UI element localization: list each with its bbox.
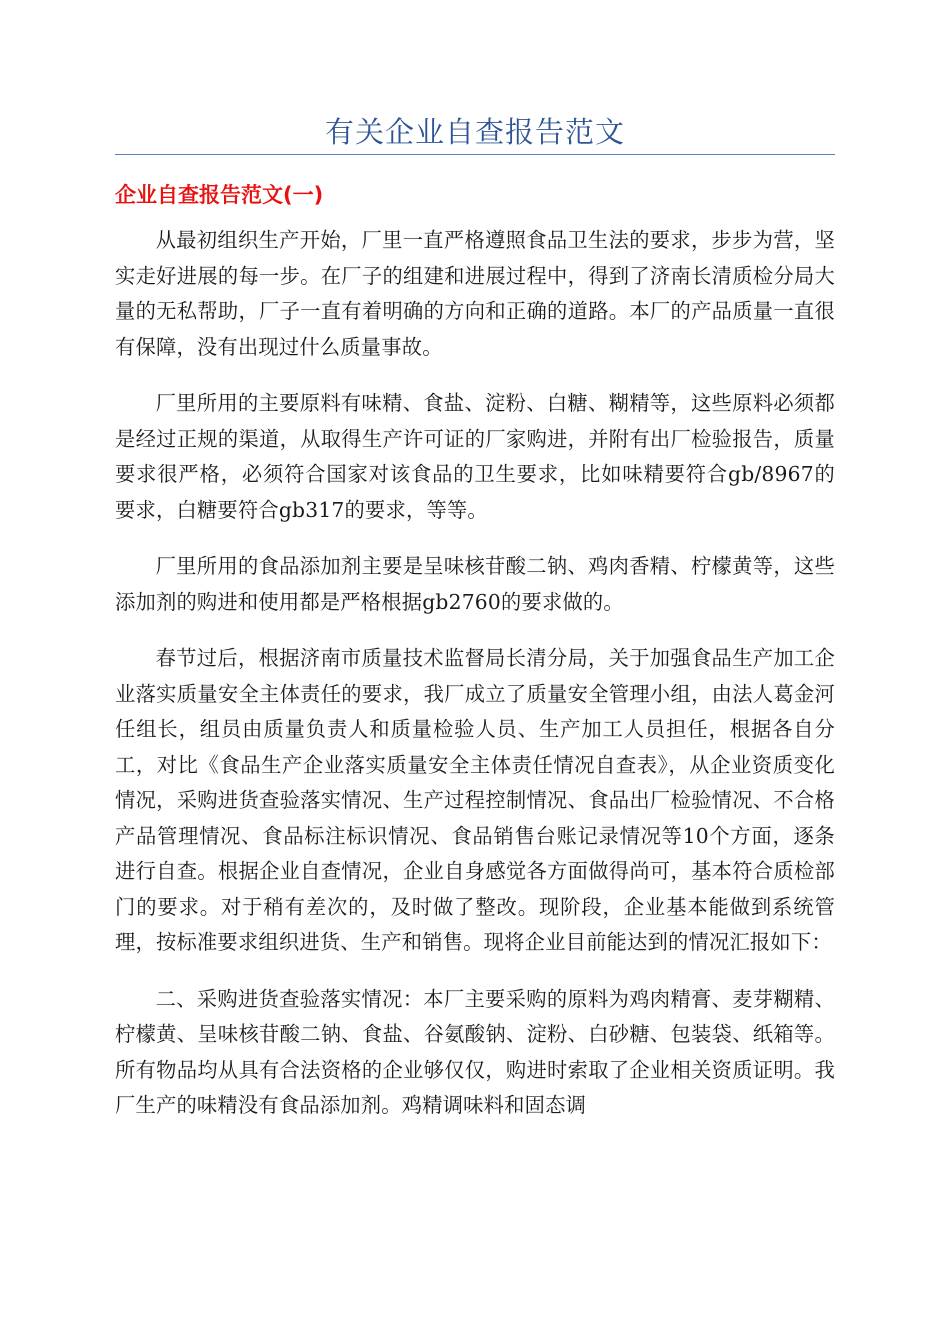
paragraph-4: 春节过后，根据济南市质量技术监督局长清分局，关于加强食品生产加工企业落实质量安全主体责任的要求，我厂成立了质量安全管理小组，由法人葛金河任组长，组员由质量负责人和质量检验人员、生产加工人员担任，根据各自分工，对比《食品生产企业落实质量安全主体责任情况自查表》，从企业资质变化情况，采购进货查验落实情况、生产过程控制情况、食品出厂检验情况、不合格产品管理情况、食品标注标识情况、食品销售台账记录情况等10个方面，逐条进行自查。根据企业自查情况，企业自身感觉各方面做得尚可，基本符合质检部门的要求。对于稍有差次的，及时做了整改。现阶段，企业基本能做到系统管理，按标准要求组织进货、生产和销售。现将企业目前能达到的情况汇报如下： <box>115 646 835 954</box>
document-body <box>115 223 835 1145</box>
title-divider <box>115 154 835 155</box>
paragraph-3: 厂里所用的食品添加剂主要是呈味核苷酸二钠、鸡肉香精、柠檬黄等，这些添加剂的购进和使用都是严格根据gb2760的要求做的。 <box>115 554 835 614</box>
paragraph-2: 厂里所用的主要原料有味精、食盐、淀粉、白糖、糊精等，这些原料必须都是经过正规的渠道，从取得生产许可证的厂家购进，并附有出厂检验报告，质量要求很严格，必须符合国家对该食品的卫生要求，比如味精要符合gb/8967的要求，白糖要符合gb317的要求，等等。 <box>115 391 835 522</box>
paragraph-1: 从最初组织生产开始，厂里一直严格遵照食品卫生法的要求，步步为营，坚实走好进展的每一步。在厂子的组建和进展过程中，得到了济南长清质检分局大量的无私帮助，厂子一直有着明确的方向和正确的道路。本厂的产品质量一直很有保障，没有出现过什么质量事故。 <box>115 228 835 359</box>
document-title: 有关企业自查报告范文 <box>324 115 625 149</box>
paragraph-5: 二、采购进货查验落实情况：本厂主要采购的原料为鸡肉精膏、麦芽糊精、柠檬黄、呈味核苷酸二钠、食盐、谷氨酸钠、淀粉、白砂糖、包装袋、纸箱等。所有物品均从具有合法资格的企业够仅仅，购进时索取了企业相关资质证明。我厂生产的味精没有食品添加剂。鸡精调味料和固态调 <box>115 986 835 1117</box>
section-heading: 企业自查报告范文(一) <box>115 183 324 207</box>
